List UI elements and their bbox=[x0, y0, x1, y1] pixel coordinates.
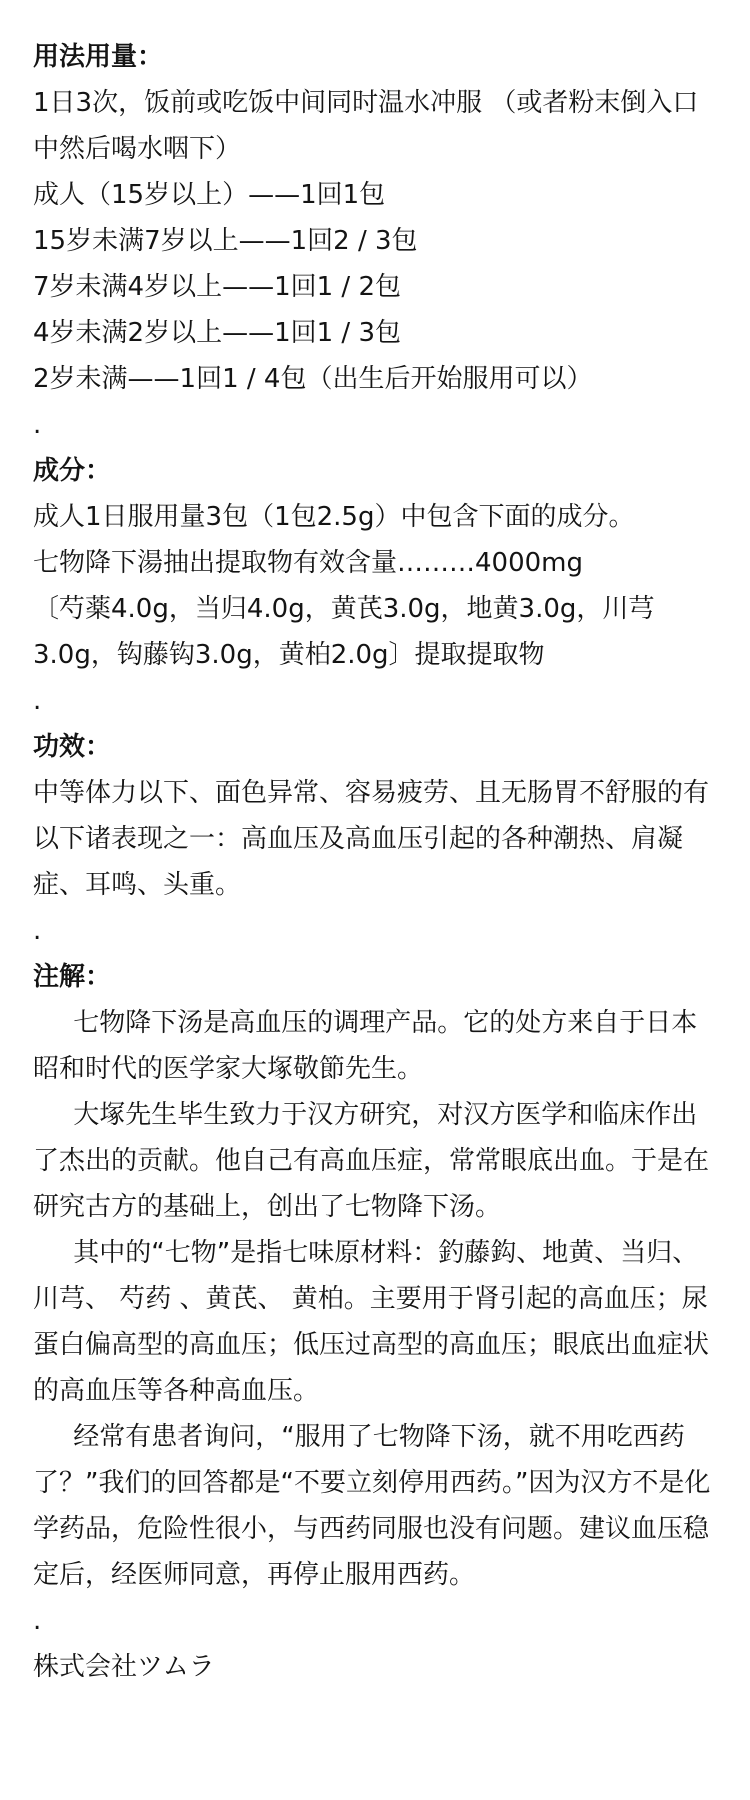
usage-line: 2岁未满——1回1 / 4包（出生后开始服用可以） bbox=[33, 364, 593, 394]
notes-paragraph: 经常有患者询问，“服用了七物降下汤，就不用吃西药了？”我们的回答都是“不要立刻停用西药。”因为汉方不是化学药品，危险性很小，与西药同服也没有问题。建议血压稳定后，经医师同意，再停止服用西药。 bbox=[33, 1422, 711, 1590]
ingredients-line: 成人1日服用量3包（1包2.5g）中包含下面的成分。 bbox=[33, 502, 635, 532]
usage-heading: 用法用量： bbox=[33, 42, 164, 72]
notes-paragraph: 七物降下汤是高血压的调理产品。它的处方来自于日本昭和时代的医学家大塚敬節先生。 bbox=[33, 1008, 698, 1084]
efficacy-line: 中等体力以下、面色异常、容易疲劳、且无肠胃不舒服的有以下诸表现之一：高血压及高血压引起的各种潮热、肩凝症、耳鸣、头重。 bbox=[33, 778, 710, 900]
notes-paragraph: 大塚先生毕生致力于汉方研究，对汉方医学和临床作出了杰出的贡献。他自己有高血压症，常常眼底出血。于是在研究古方的基础上，创出了七物降下汤。 bbox=[33, 1100, 710, 1222]
usage-line: 7岁未满4岁以上——1回1 / 2包 bbox=[33, 272, 401, 302]
usage-line: 1日3次，饭前或吃饭中间同时温水冲服 （或者粉末倒入口中然后喝水咽下） bbox=[33, 88, 699, 164]
section-separator: . bbox=[33, 1606, 42, 1636]
section-separator: . bbox=[33, 686, 42, 716]
ingredients-line: 〔芍薬4.0g，当归4.0g，黄芪3.0g，地黄3.0g，川芎3.0g，钩藤钩3.0g，黄柏2.0g〕提取提取物 bbox=[33, 594, 655, 670]
notes-paragraph: 其中的“七物”是指七味原材料：釣藤鈎、地黄、当归、 川芎、 芍药 、黄芪、 黄柏。主要用于肾引起的高血压；尿蛋白偏高型的高血压；低压过高型的高血压；眼底出血症状的高血压等各种高血压。 bbox=[33, 1238, 710, 1406]
usage-line: 4岁未满2岁以上——1回1 / 3包 bbox=[33, 318, 401, 348]
usage-section bbox=[33, 34, 720, 448]
notes-heading: 注解： bbox=[33, 962, 112, 992]
ingredients-heading: 成分： bbox=[33, 456, 112, 486]
efficacy-heading: 功效： bbox=[33, 732, 112, 762]
efficacy-section bbox=[33, 724, 720, 954]
usage-line: 15岁未满7岁以上——1回2 / 3包 bbox=[33, 226, 418, 256]
ingredients-section bbox=[33, 448, 720, 724]
notes-section bbox=[33, 954, 720, 1644]
usage-line: 成人（15岁以上）——1回1包 bbox=[33, 180, 386, 210]
company-name: 株式会社ツムラ bbox=[33, 1652, 215, 1682]
section-separator: . bbox=[33, 916, 42, 946]
ingredients-line: 七物降下湯抽出提取物有效含量………4000mg bbox=[33, 548, 583, 578]
section-separator: . bbox=[33, 410, 42, 440]
